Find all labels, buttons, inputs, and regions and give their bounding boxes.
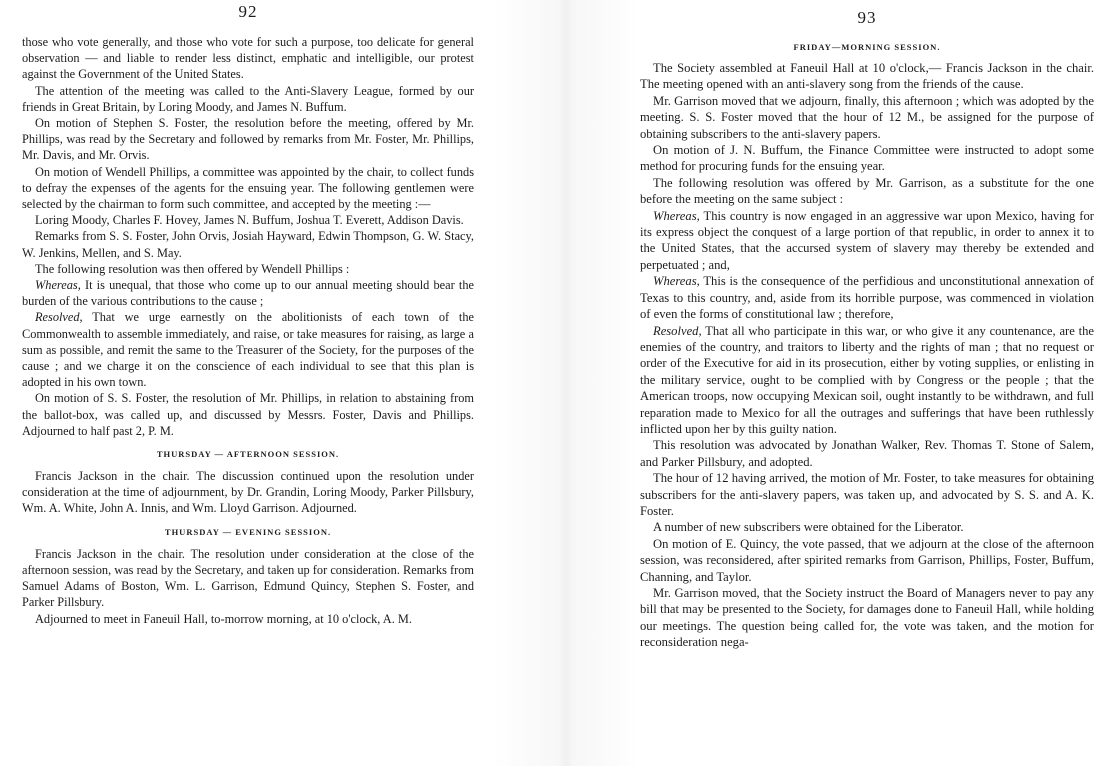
paragraph: Loring Moody, Charles F. Hovey, James N. Buffum, Joshua T. Everett, Addison Davis. — [35, 213, 464, 228]
section-heading: THURSDAY — EVENING SESSION. — [164, 526, 332, 537]
paragraph: The following resolution was then offered by Wendell Phillips : — [35, 261, 350, 276]
resolved-paragraph — [22, 309, 474, 390]
paragraph: A number of new subscribers were obtained for the Liberator. — [653, 520, 964, 535]
whereas-paragraph — [640, 273, 1094, 322]
whereas-text: This is the consequence of the perfidious and unconstitutional annexation of Texas to this country, and, aside from its horrible purpose, was commenced in violation of even the forms of constitutional law ; therefore, — [640, 274, 1094, 322]
paragraph: The following resolution was offered by Mr. Garrison, as a substitute for the one before the meeting on the same subject : — [640, 175, 1094, 207]
paragraph: Francis Jackson in the chair. The resolution under consideration at the close of the afternoon session, was read by the Secretary, and taken up for consideration. Remarks from Samuel Adams of Boston, Wm. L. Garrison, Edmund Quincy, Stephen S. Foster, and Parker Pillsbury. — [22, 546, 474, 610]
whereas-lead: Whereas, — [653, 208, 700, 223]
whereas-text: It is unequal, that those who come up to our annual meeting should bear the burden of the various contributions to the cause ; — [22, 278, 474, 309]
paragraph: On motion of Wendell Phillips, a committee was appointed by the chair, to collect funds to defray the expenses of the agents for the ensuing year. The following gentlemen were selected by the chairman to form such committee, and accepted by the meeting :— — [22, 164, 474, 212]
paragraph: those who vote generally, and those who vote for such a purpose, too delicate for general observation — and liable to render less distinct, emphatic and intelligible, our protest against the Government of the United States. — [22, 35, 474, 82]
left-page — [0, 0, 490, 766]
paragraph: On motion of Stephen S. Foster, the resolution before the meeting, offered by Mr. Phillips, was read by the Secretary and followed by remarks from Mr. Foster, Mr. Phillips, Mr. Davis, and Mr. Orvis. — [22, 116, 474, 163]
section-heading: FRIDAY—MORNING SESSION. — [793, 42, 941, 52]
whereas-paragraph — [640, 208, 1094, 274]
whereas-lead: Whereas, — [653, 274, 700, 289]
whereas-paragraph — [22, 277, 474, 309]
paragraph: On motion of J. N. Buffum, the Finance Committee were instructed to adopt some method for procuring funds for the ensuing year. — [640, 143, 1094, 174]
paragraph: Adjourned to meet in Faneuil Hall, to-morrow morning, at 10 o'clock, A. M. — [35, 611, 412, 626]
resolved-text: That all who participate in this war, or who give it any countenance, are the enemies of the country, and traitors to liberty and the rights of man ; that no request or order of the Executive for aid in its prosecution, either by voting supplies, or enlisting in the military service, ought to be complied with by Congress or the people ; that the American troops, now occupying Mexican soil, ought instantly to be withdrawn, and full reparation made to Mexico for all the outrages and sufferings that have been ruthlessly inflicted upon her by this guilty nation. — [640, 323, 1094, 436]
paragraph: The Society assembled at Faneuil Hall at 10 o'clock,— Francis Jackson in the chair. The meeting opened with an anti-slavery song from the friends of the cause. — [640, 61, 1094, 92]
book-gutter — [492, 0, 640, 766]
paragraph: This resolution was advocated by Jonathan Walker, Rev. Thomas T. Stone of Salem, and Parker Pillsbury, and adopted. — [640, 438, 1094, 469]
resolved-lead: Resolved, — [35, 310, 83, 325]
paragraph: The hour of 12 having arrived, the motion of Mr. Foster, to take measures for obtaining subscribers for the anti-slavery papers, was taken up, and advocated by S. S. and A. K. Foster. — [640, 471, 1094, 518]
paragraph: Remarks from S. S. Foster, John Orvis, Josiah Hayward, Edwin Thompson, G. W. Stacy, W. Jenkins, Mellen, and S. May. — [22, 229, 474, 260]
resolved-text: That we urge earnestly on the abolitionists of each town of the Commonwealth to assemble immediately, and raise, or take measures for raising, as large a sum as possible, and remit the same to the Treasurer of the Society, for the purposes of the cause ; and we charge it on the conscience of each individual to see that this plan is adopted in his own town. — [22, 310, 474, 390]
paragraph: On motion of S. S. Foster, the resolution of Mr. Phillips, in relation to abstaining from the ballot-box, was called up, and discussed by Messrs. Foster, Davis and Phillips. Adjourned to half past 2, P. M. — [22, 391, 474, 438]
whereas-text: This country is now engaged in an aggressive war upon Mexico, having for its express object the conquest of a large portion of that republic, in order to annex it to the United States, that the accursed system of slavery may thereby be extended and perpetuated ; and, — [640, 208, 1094, 272]
paragraph: The attention of the meeting was called to the Anti-Slavery League, formed by our friends in Great Britain, by Loring Moody, and James N. Buffum. — [22, 83, 474, 114]
resolved-lead: Resolved, — [653, 323, 702, 338]
paragraph: Mr. Garrison moved that we adjourn, finally, this afternoon ; which was adopted by the meeting. S. S. Foster moved that the hour of 12 M., be assigned for the purpose of obtaining subscribers to the anti-slavery papers. — [640, 93, 1094, 141]
section-heading: THURSDAY — AFTERNOON SESSION. — [156, 449, 340, 460]
page-number: 92 — [238, 2, 258, 21]
paragraph: Francis Jackson in the chair. The discussion continued upon the resolution under consideration at the time of adjournment, by Dr. Grandin, Loring Moody, Parker Pillsbury, Wm. A. White, John A. Innis, and Wm. Lloyd Garrison. Adjourned. — [22, 469, 474, 516]
whereas-lead: Whereas, — [35, 278, 81, 293]
page-number: 93 — [857, 8, 877, 27]
paragraph: Mr. Garrison moved, that the Society instruct the Board of Managers never to pay any bill that may be presented to the Society, for damages done to Faneuil Hall, while holding our meetings. The question being called for, the vote was taken, and the motion for reconsideration nega- — [640, 586, 1094, 650]
resolved-paragraph — [640, 323, 1094, 438]
right-page — [640, 0, 1100, 766]
paragraph: On motion of E. Quincy, the vote passed, that we adjourn at the close of the afternoon session, was reconsidered, after spirited remarks from Garrison, Phillips, Foster, Buffum, Channing, and Taylor. — [640, 536, 1094, 584]
